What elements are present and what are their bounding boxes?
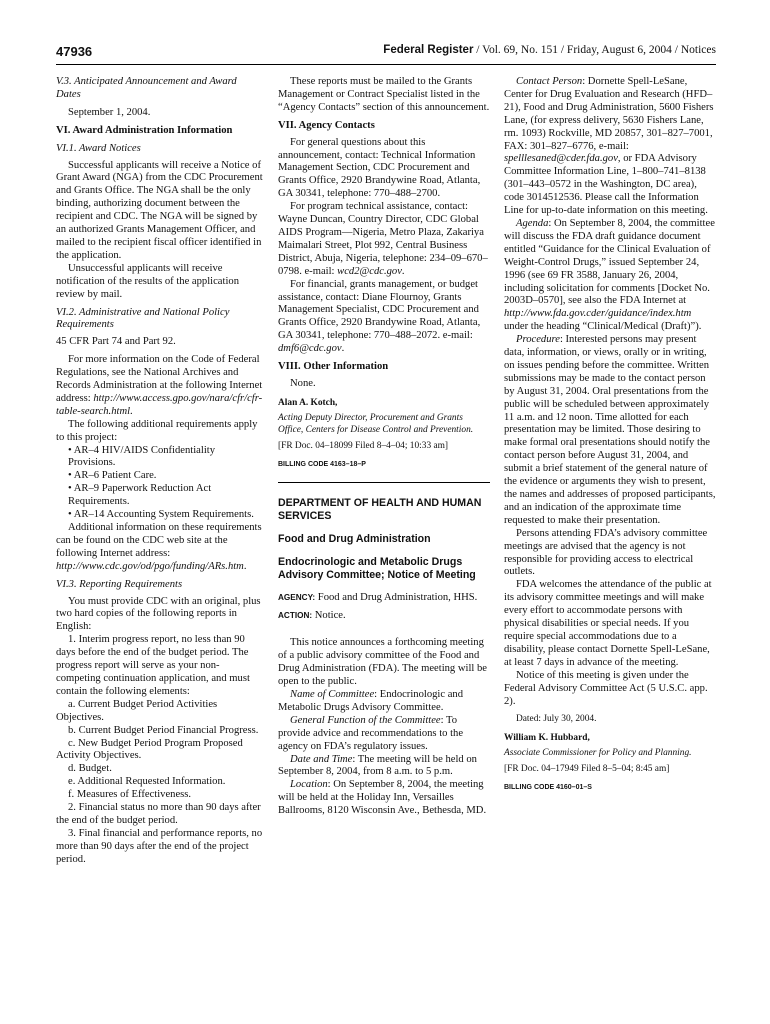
cfr-reference: 45 CFR Part 74 and Part 92.	[56, 336, 176, 348]
report-item: e. Additional Requested Information.	[68, 776, 226, 788]
page-header	[56, 44, 716, 66]
fr-doc-line: [FR Doc. 04–17949 Filed 8–5–04; 8:45 am]	[504, 764, 670, 775]
paragraph: You must provide CDC with an original, plus two hard copies of the following reports in English:	[56, 595, 261, 633]
paragraph: For financial, grants management, or budget assistance, contact: Diane Flournoy, Grants Management Specialist, CDC Procurement and Grants Office, 2920 Brandywine Road, Atlanta, GA 30341, telephone: 770–488–2072. e-mail: dmf6@cdc.gov.	[278, 278, 481, 355]
cfr-link[interactable]: http://www.access.gpo.gov/nara/cfr/cfr-table-search.html	[56, 392, 263, 417]
agency-line: AGENCY: Food and Drug Administration, HHS.	[278, 591, 478, 603]
section-heading-vii: VII. Agency Contacts	[278, 119, 375, 131]
billing-code: BILLING CODE 4160–01–S	[504, 784, 592, 792]
report-item: 2. Financial status no more than 90 days after the end of the budget period.	[56, 802, 261, 826]
issue-citation: / Vol. 69, No. 151 / Friday, August 6, 2004 / Notices	[473, 44, 716, 56]
email-link[interactable]: dmf6@cdc.gov	[278, 343, 342, 355]
paragraph: For general questions about this announcement, contact: Technical Information Management Section, CDC Procurement and Grants Office, 2920 Brandywine Road, Atlanta, GA 30341, telephone: 770–488–2700.	[278, 136, 481, 200]
document-separator	[278, 482, 490, 483]
paragraph: Location: On September 8, 2004, the meeting will be held at the Holiday Inn, Versailles Ballrooms, 8120 Wisconsin Ave., Bethesda, MD.	[278, 779, 487, 817]
report-item: c. New Budget Period Program Proposed Activity Objectives.	[56, 737, 243, 762]
column-3	[504, 76, 716, 795]
report-item: b. Current Budget Period Financial Progress.	[68, 724, 259, 736]
fda-guidance-link[interactable]: http://www.fda.gov.cder/guidance/index.htm	[504, 308, 692, 320]
section-heading-vi1: VI.1. Award Notices	[56, 142, 141, 154]
paragraph: Successful applicants will receive a Notice of Grant Award (NGA) from the CDC Procurement and Grants Office. The NGA shall be the only binding, authorizing document between the recipient and CDC. The NGA will be signed by an authorized Grants Management Officer, and mailed to the recipient fiscal officer identified in the application.	[56, 159, 263, 261]
report-item: d. Budget.	[68, 763, 112, 775]
page-number: 47936	[56, 44, 93, 59]
department-heading: DEPARTMENT OF HEALTH AND HUMAN SERVICES	[278, 496, 482, 522]
email-link[interactable]: spelllesaned@cder.fda.gov	[504, 153, 618, 165]
section-heading-v3: V.3. Anticipated Announcement and Award Dates	[56, 76, 237, 100]
requirement-item: • AR–6 Patient Care.	[68, 470, 157, 482]
header-rule	[56, 64, 716, 65]
billing-code: BILLING CODE 4163–18–P	[278, 460, 366, 468]
paragraph: Additional information on these requirements can be found on the CDC web site at the following Internet address: http://www.cdc.gov/od/pgo/funding/ARs.htm.	[56, 522, 262, 572]
requirement-item: • AR–9 Paperwork Reduction Act Requirements.	[68, 483, 212, 508]
publication-title: Federal Register	[383, 44, 474, 56]
section-heading-viii: VIII. Other Information	[278, 361, 389, 373]
requirement-item: • AR–4 HIV/AIDS Confidentiality Provisions.	[68, 444, 216, 469]
procedure-paragraph: Procedure: Interested persons may present data, information, or views, orally or in writing, on issues pending before the committee. Written submissions may be made to the contact person by August 31, 2004. Oral presentations from the public will be scheduled between approximately 11 a.m. and 12 noon. Time allotted for each presentation may be limited. Those desiring to make formal oral presentations should notify the contact person before August 31, 2004, and submit a brief statement of the general nature of the evidence or arguments they wish to present, the names and addresses of proposed participants, and an indication of the approximate time requested to make their presentation.	[504, 334, 716, 526]
cdc-ars-link[interactable]: http://www.cdc.gov/od/pgo/funding/ARs.htm	[56, 560, 244, 572]
signer-name: William K. Hubbard,	[504, 733, 590, 744]
section-heading-vi3: VI.3. Reporting Requirements	[56, 578, 183, 590]
section-heading-vi: VI. Award Administration Information	[56, 124, 233, 136]
contact-paragraph: Contact Person: Dornette Spell-LeSane, Center for Drug Evaluation and Research (HFD–21), Food and Drug Administration, 5600 Fishers Lane, (for express delivery, 5630 Fishers Lane, rm. 1093) Rockville, MD 20857, 301–827–7001, FAX: 301–827–6776, e-mail: spelllesaned@cder.fda.gov, or FDA Advisory Committee Information Line, 1–800–741–8138 (301–443–0572 in the Washington, DC area), code 3014512536. Please call the Information Line for up-to-date information on this meeting.	[504, 76, 714, 217]
paragraph: These reports must be mailed to the Grants Management or Contract Specialist listed in the “Agency Contacts” section of this announcement.	[278, 76, 490, 113]
paragraph: The following additional requirements apply to this project:	[56, 418, 258, 443]
paragraph: FDA welcomes the attendance of the public at its advisory committee meetings and will make every effort to accommodate persons with physical disabilities or special needs. If you require special accommodations due to a disability, please contact Dornette Spell-LeSane, at least 7 days in advance of the meeting.	[504, 579, 712, 668]
agenda-paragraph: Agenda: On September 8, 2004, the committee will discuss the FDA draft guidance document entitled “Guidance for the Clinical Evaluation of Weight-Control Drugs,” issued September 24, 1996 (see 69 FR 3588, January 26, 2004, including solicitation for comments [Docket No. 2003D–0570], see also the FDA Internet at http://www.fda.gov.cder/guidance/index.htm under the heading “Clinical/Medical (Draft)”).	[504, 217, 715, 333]
paragraph: For more information on the Code of Federal Regulations, see the National Archives and Records Administration at the following Internet address: http://www.access.gpo.gov/nara/cfr/cfr-table-search.html.	[56, 354, 263, 417]
paragraph: Name of Committee: Endocrinologic and Metabolic Drugs Advisory Committee.	[278, 689, 464, 713]
action-line: ACTION: Notice.	[278, 610, 346, 622]
signer-title: Associate Commissioner for Policy and Planning.	[504, 748, 692, 759]
paragraph: Date and Time: The meeting will be held on September 8, 2004, from 8 a.m. to 5 p.m.	[278, 753, 477, 778]
paragraph: Notice of this meeting is given under the Federal Advisory Committee Act (5 U.S.C. app. 2).	[504, 669, 708, 707]
paragraph: Unsuccessful applicants will receive notification of the results of the application review by mail.	[56, 262, 239, 300]
section-heading-vi2: VI.2. Administrative and National Policy Requirements	[56, 306, 230, 331]
announcement-date: September 1, 2004.	[68, 106, 151, 118]
report-item: a. Current Budget Period Activities Objectives.	[56, 698, 218, 723]
paragraph: Persons attending FDA’s advisory committee meetings are advised that the agency is not responsible for providing access to electrical outlets.	[504, 527, 708, 578]
report-item: f. Measures of Effectiveness.	[68, 789, 192, 801]
signer-title: Acting Deputy Director, Procurement and Grants Office, Centers for Disease Control and Prevention.	[278, 412, 474, 435]
paragraph: For program technical assistance, contact: Wayne Duncan, Country Director, CDC Global AIDS Program—Nigeria, Metro Plaza, Zakariya Maimalari Street, Plot 992, Central Business District, Abuja, Nigeria, telephone: 234–09–670–0798. e-mail: wcd2@cdc.gov.	[278, 201, 488, 277]
column-1	[56, 76, 264, 867]
fr-doc-line: [FR Doc. 04–18099 Filed 8–4–04; 10:33 am]	[278, 440, 449, 451]
dated-line: Dated: July 30, 2004.	[516, 714, 597, 725]
report-item: 3. Final financial and performance reports, no more than 90 days after the end of the project period.	[56, 827, 263, 865]
running-head	[383, 44, 716, 56]
paragraph: General Function of the Committee: To provide advice and recommendations to the agency on FDA’s regulatory issues.	[278, 714, 464, 752]
paragraph: None.	[290, 377, 316, 389]
summary-paragraph: This notice announces a forthcoming meeting of a public advisory committee of the Food and Drug Administration (FDA). The meeting will be open to the public.	[278, 637, 488, 688]
signer-name: Alan A. Kotch,	[278, 397, 338, 408]
email-link[interactable]: wcd2@cdc.gov	[337, 265, 402, 277]
requirement-item: • AR–14 Accounting System Requirements.	[68, 509, 254, 521]
sub-agency-heading: Food and Drug Administration	[278, 532, 431, 545]
column-2	[278, 76, 490, 818]
report-item: 1. Interim progress report, no less than 90 days before the end of the budget period. The progress report will serve as your non-competing continuation application, and must contain the following elements:	[56, 634, 250, 697]
notice-subject: Endocrinologic and Metabolic Drugs Advisory Committee; Notice of Meeting	[278, 555, 476, 581]
